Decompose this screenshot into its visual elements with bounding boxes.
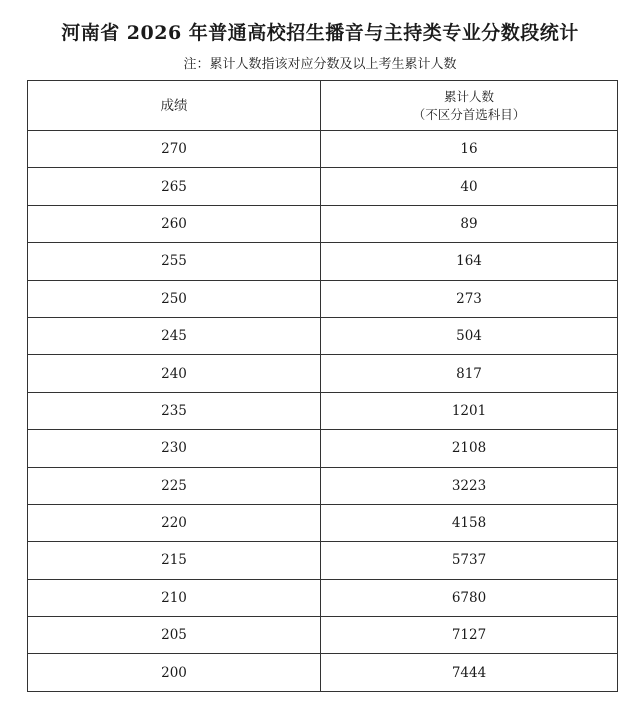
- count-cell: 6780: [321, 579, 618, 616]
- header-count-note: （不区分首选科目）: [412, 106, 526, 122]
- count-cell: 4158: [321, 504, 618, 541]
- count-cell: 5737: [321, 542, 618, 579]
- table-row: [28, 467, 618, 504]
- score-cell: 260: [28, 205, 321, 242]
- count-cell: 7127: [321, 617, 618, 654]
- score-cell: 200: [28, 654, 321, 691]
- table-header-row: [28, 81, 618, 131]
- score-cell: 250: [28, 280, 321, 317]
- table-row: [28, 579, 618, 616]
- table-note: 注：累计人数指该对应分数及以上考生累计人数: [183, 57, 457, 72]
- table-row: [28, 430, 618, 467]
- table-row: [28, 542, 618, 579]
- count-cell: 164: [321, 243, 618, 280]
- count-cell: 1201: [321, 392, 618, 429]
- table-row: [28, 355, 618, 392]
- table-row: [28, 243, 618, 280]
- table-row: [28, 131, 618, 168]
- score-table: [27, 80, 618, 692]
- header-score: 成绩: [28, 81, 321, 131]
- table-row: [28, 504, 618, 541]
- page-title: 河南省 2026 年普通高校招生播音与主持类专业分数段统计: [61, 22, 579, 44]
- count-cell: 3223: [321, 467, 618, 504]
- score-cell: 220: [28, 504, 321, 541]
- score-cell: 245: [28, 317, 321, 354]
- table-row: [28, 168, 618, 205]
- score-cell: 210: [28, 579, 321, 616]
- score-cell: 230: [28, 430, 321, 467]
- score-cell: 235: [28, 392, 321, 429]
- score-cell: 225: [28, 467, 321, 504]
- score-cell: 240: [28, 355, 321, 392]
- count-cell: 504: [321, 317, 618, 354]
- header-count-label: 累计人数: [443, 88, 494, 104]
- count-cell: 273: [321, 280, 618, 317]
- header-cumulative-count: [321, 81, 618, 131]
- table-row: [28, 392, 618, 429]
- count-cell: 2108: [321, 430, 618, 467]
- count-cell: 16: [321, 131, 618, 168]
- count-cell: 89: [321, 205, 618, 242]
- count-cell: 40: [321, 168, 618, 205]
- table-row: [28, 654, 618, 691]
- score-cell: 255: [28, 243, 321, 280]
- count-cell: 7444: [321, 654, 618, 691]
- table-row: [28, 205, 618, 242]
- count-cell: 817: [321, 355, 618, 392]
- score-cell: 215: [28, 542, 321, 579]
- score-cell: 270: [28, 131, 321, 168]
- table-row: [28, 317, 618, 354]
- table-row: [28, 280, 618, 317]
- table-row: [28, 617, 618, 654]
- score-cell: 205: [28, 617, 321, 654]
- score-cell: 265: [28, 168, 321, 205]
